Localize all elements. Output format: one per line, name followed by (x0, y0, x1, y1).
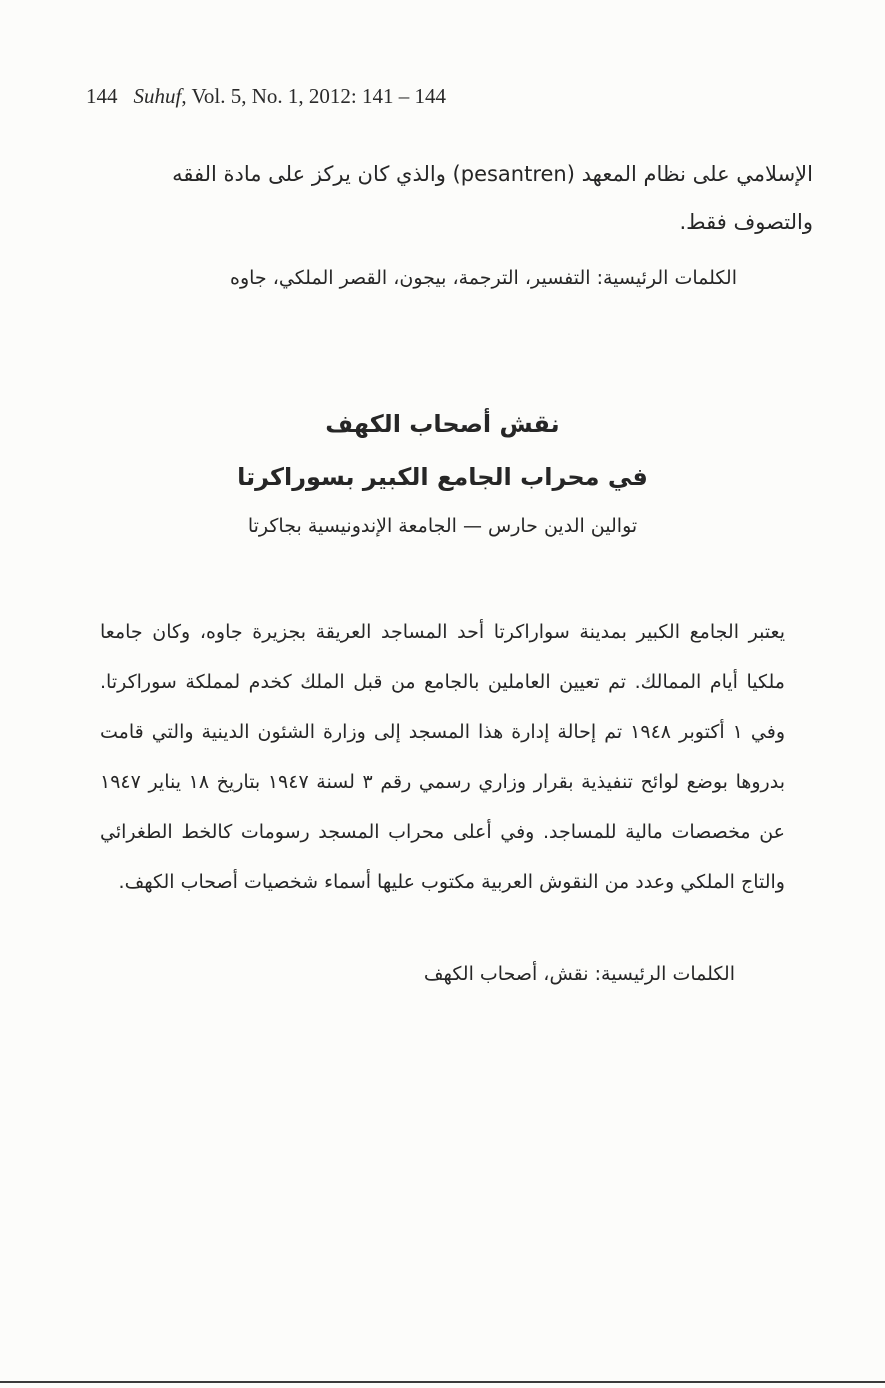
page-bottom-edge (0, 1381, 885, 1383)
previous-abstract-ending: الإسلامي على نظام المعهد (pesantren) والذي كان يركز على مادة الفقه والتصوف فقط. (172, 162, 813, 234)
abstract-body (100, 607, 785, 907)
abstract-text: يعتبر الجامع الكبير بمدينة سواراكرتا أحد المساجد العريقة بجزيرة جاوه، وكان جامعا ملكيا أيام الممالك. تم تعيين العاملين بالجامع من قبل الملك كخدم لمملكة سوراكرتا. وفي ١ أكتوبر ١٩٤٨ تم إحالة إدارة هذا المسجد إلى وزارة الشئون الدينية والتي قامت بدروها بوضع لوائح تنفيذية بقرار وزاري رسمي رقم ٣ لسنة ١٩٤٧ بتاريخ ١٨ يناير ١٩٤٧ عن مخصصات مالية للمساجد. وفي أعلى محراب المسجد رسومات كالخط الطغرائي والتاج الملكي وعدد من النقوش العربية مكتوب عليها أسماء شخصيات أصحاب الكهف. (100, 621, 785, 893)
author-affiliation: توالين الدين حارس — الجامعة الإندونيسية بجاكرتا (247, 515, 638, 537)
abstract-keywords: الكلمات الرئيسية: نقش، أصحاب الكهف (423, 963, 735, 985)
journal-name: Suhuf (133, 84, 182, 108)
previous-keywords: الكلمات الرئيسية: التفسير، الترجمة، بيجون، القصر الملكي، جاوه (230, 267, 737, 289)
article-title-line-2: في محراب الجامع الكبير بسوراكرتا (237, 463, 648, 491)
journal-citation: , Vol. 5, No. 1, 2012: 141 – 144 (181, 84, 447, 108)
page-number: 144 (86, 84, 118, 108)
page-header (86, 84, 446, 109)
article-title-line-1: نقش أصحاب الكهف (325, 410, 560, 438)
